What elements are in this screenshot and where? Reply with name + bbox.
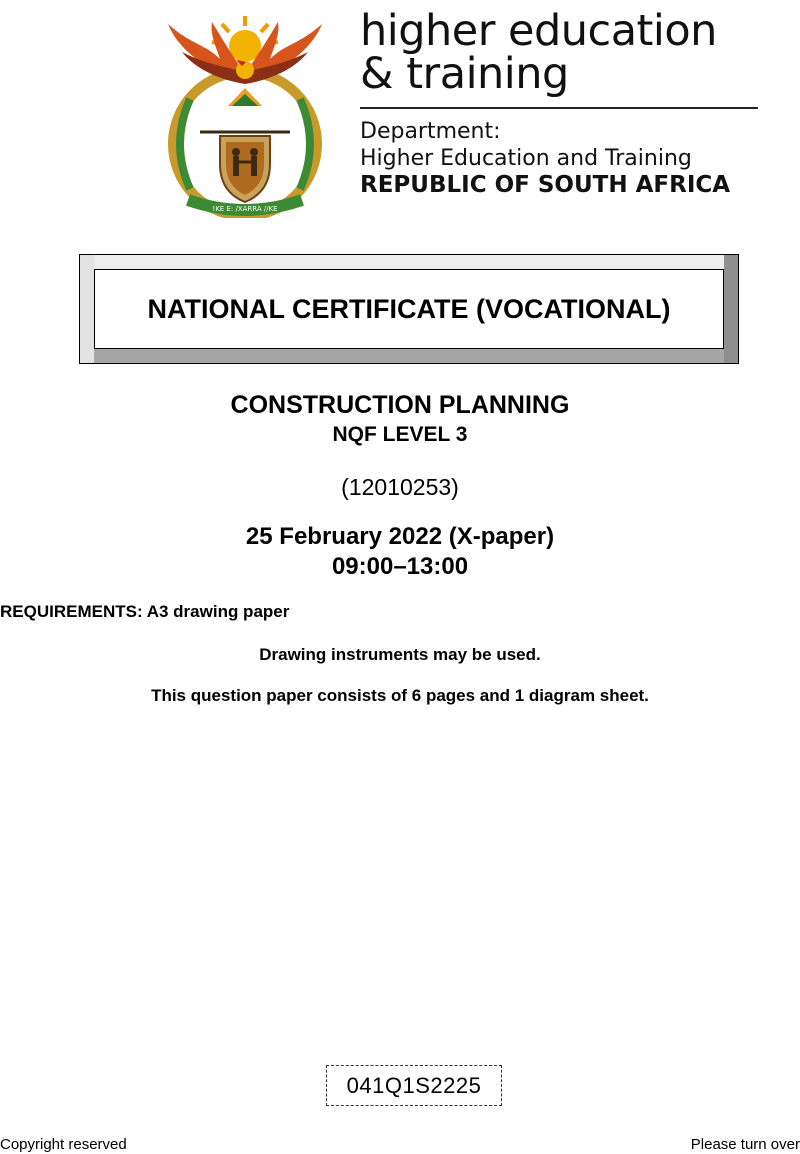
certificate-title: NATIONAL CERTIFICATE (VOCATIONAL)	[147, 293, 671, 324]
country-name: REPUBLIC OF SOUTH AFRICA	[360, 172, 731, 198]
certificate-title-box	[79, 254, 739, 364]
copyright-notice: Copyright reserved	[0, 1136, 127, 1153]
exam-date: 25 February 2022 (X-paper)	[245, 523, 555, 550]
subject-title: CONSTRUCTION PLANNING	[230, 391, 570, 419]
department-label: Department:	[360, 119, 501, 144]
coat-of-arms-motto: !KE E: /XARRA //KE	[212, 205, 278, 213]
paper-code: 041Q1S2225	[346, 1072, 482, 1098]
brand-divider	[360, 107, 758, 109]
paper-code-box	[326, 1065, 502, 1106]
requirements-line: REQUIREMENTS: A3 drawing paper	[0, 602, 290, 621]
instruments-note: Drawing instruments may be used.	[259, 645, 541, 664]
department-block	[360, 118, 780, 199]
nqf-level: NQF LEVEL 3	[332, 423, 468, 446]
brand-line-1: higher education	[360, 6, 717, 56]
subject-code: (12010253)	[341, 474, 459, 500]
brand-block	[360, 6, 760, 99]
department-name: Higher Education and Training	[360, 146, 692, 171]
pages-note: This question paper consists of 6 pages and 1 diagram sheet.	[151, 686, 649, 705]
certificate-title-inner	[94, 269, 724, 349]
coat-of-arms-logo	[160, 14, 330, 218]
turn-over-notice: Please turn over	[690, 1136, 800, 1153]
exam-time: 09:00–13:00	[331, 553, 469, 580]
coat-of-arms-icon	[160, 14, 330, 218]
brand-line-2: & training	[360, 49, 569, 99]
